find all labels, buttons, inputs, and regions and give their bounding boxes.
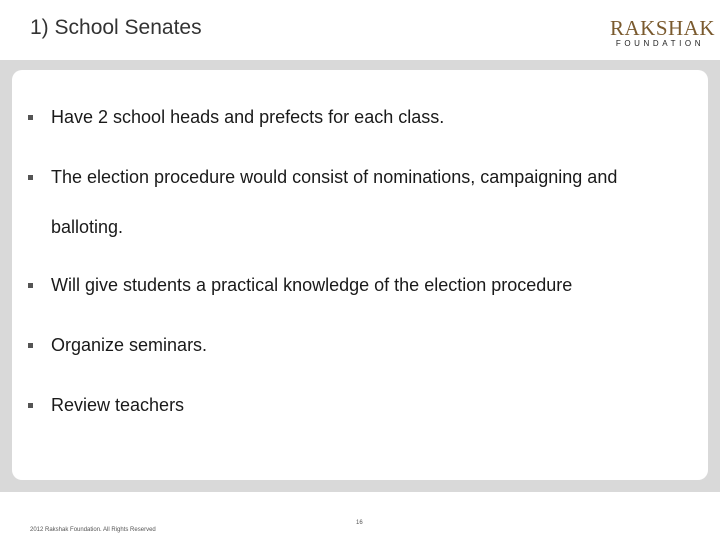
square-bullet-icon	[28, 283, 33, 288]
logo-wordmark: RAKSHAK	[610, 16, 716, 40]
bullet-continuation-text: balloting.	[51, 217, 124, 237]
page-number: 16	[356, 520, 363, 526]
bullet-text: Review teachers	[51, 395, 185, 415]
logo-subtitle: FOUNDATION	[615, 39, 705, 48]
bullet-text: Have 2 school heads and prefects for each class.	[51, 107, 445, 127]
bullet-text: The election procedure would consist of nominations, campaigning and	[51, 167, 618, 187]
rakshak-foundation-logo	[610, 16, 716, 49]
copyright-footer: 2012 Rakshak Foundation. All Rights Reserved	[30, 527, 156, 533]
square-bullet-icon	[28, 343, 33, 348]
page-title: 1) School Senates	[30, 16, 202, 39]
square-bullet-icon	[28, 175, 33, 180]
bullet-text: Will give students a practical knowledge of the election procedure	[51, 275, 573, 295]
square-bullet-icon	[28, 403, 33, 408]
square-bullet-icon	[28, 115, 33, 120]
bullet-text: Organize seminars.	[51, 335, 208, 355]
